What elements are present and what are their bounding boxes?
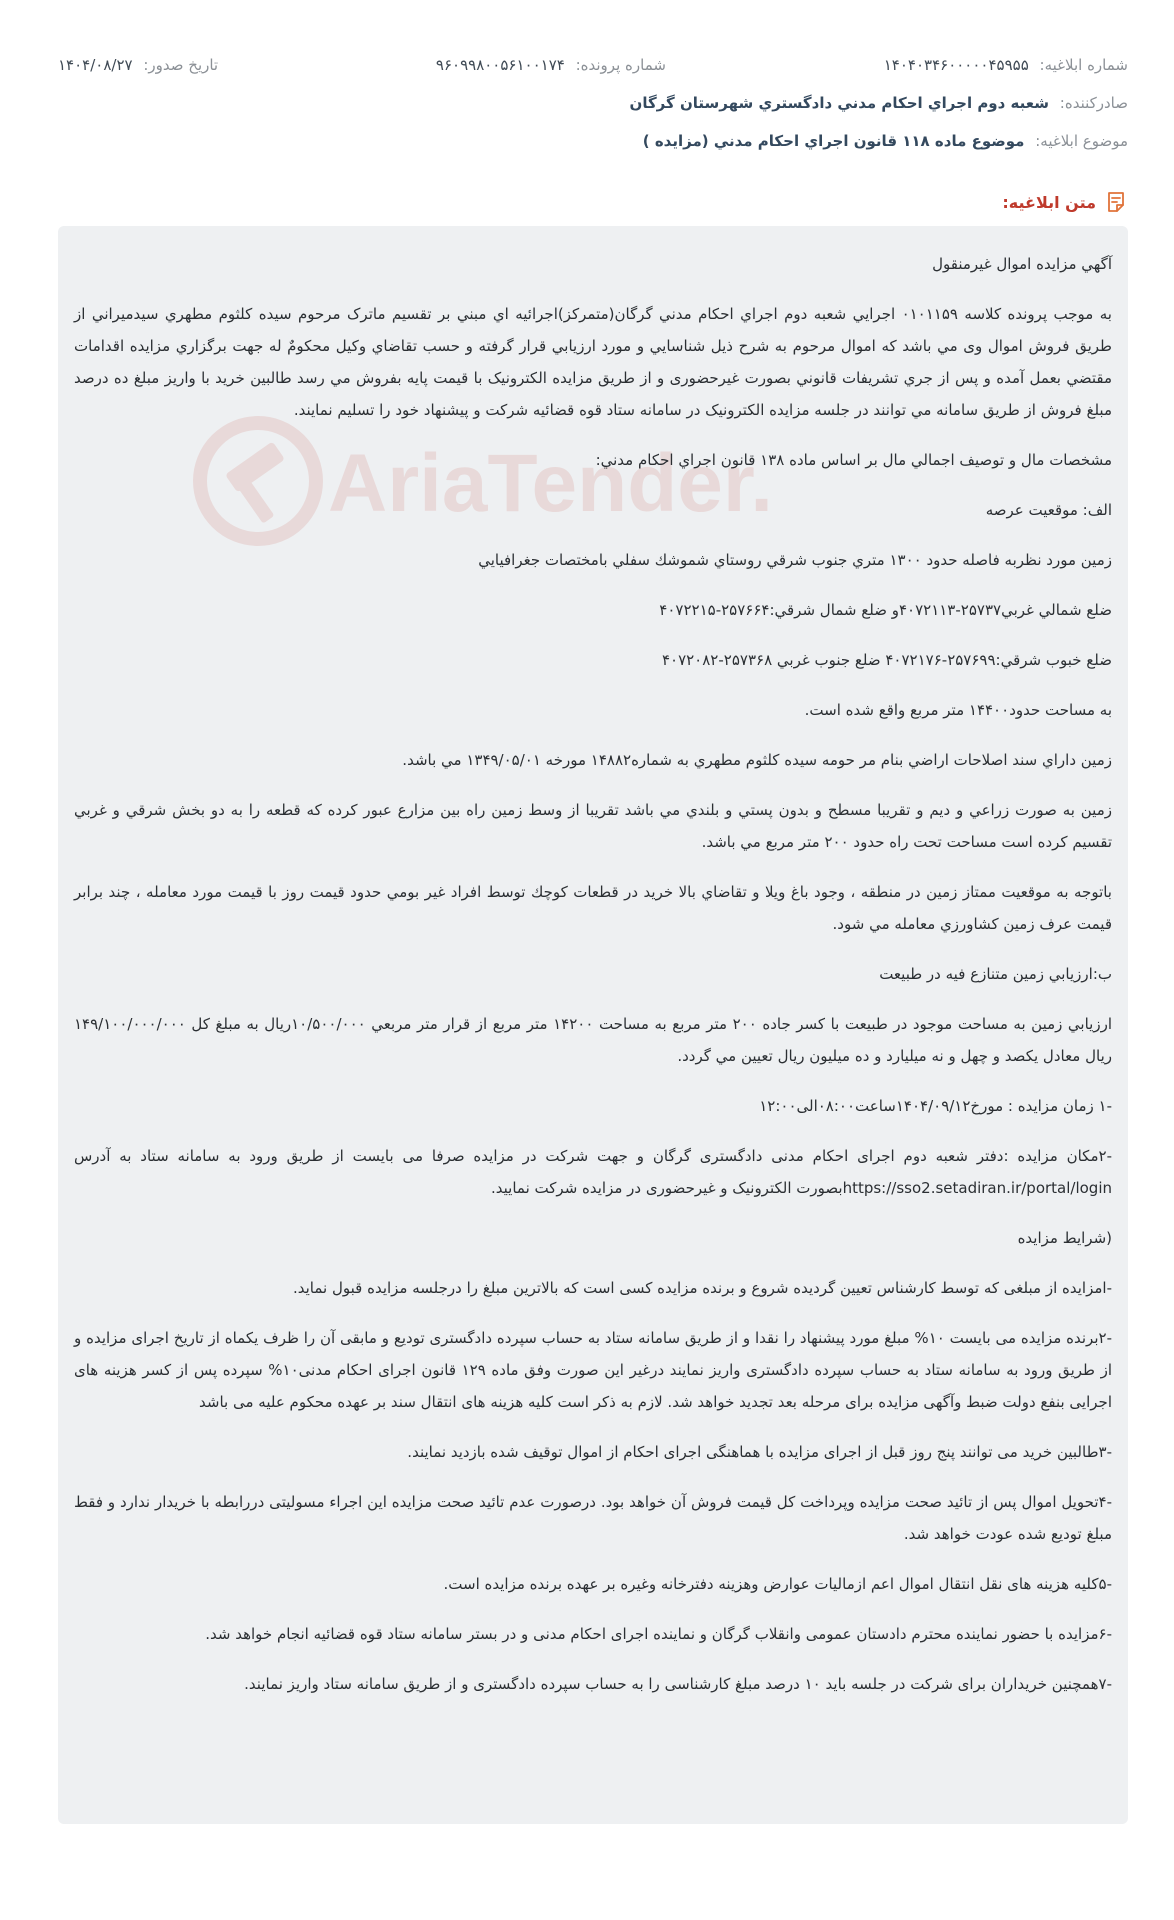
notice-meta-row (58, 56, 1128, 74)
notice-paragraph-21: -۵کلیه هزینه های نقل انتقال اموال اعم ازمالیات عوارض وهزینه دفترخانه وغیره بر عهده برنده مزایده است. (443, 1575, 1112, 1593)
notice-paragraph-11: باتوجه به موقعيت ممتاز زمين در منطقه ، وجود باغ ويلا و تقاضاي بالا خريد در قطعات كوچك توسط افراد غير بومي حدود قيمت روز با قيمت مورد معامله ، چند برابر قيمت عرف زمين كشاورزي معامله مي شود. (74, 883, 1112, 933)
notice-number-value: ۱۴۰۴۰۳۴۶۰۰۰۰۰۴۵۹۵۵ (883, 56, 1029, 74)
issue-date-value: ۱۴۰۴/۰۸/۲۷ (58, 56, 133, 74)
case-number-value: ۹۶۰۹۹۸۰۰۵۶۱۰۰۱۷۴ (435, 56, 565, 74)
notice-paragraph-23: -۷همچنین خریداران برای شرکت در جلسه باید ۱۰ درصد مبلغ کارشناسی را به حساب سپرده دادگستری و از طریق سامانه ستاد واریز نمایند. (244, 1675, 1112, 1693)
notice-text-title: متن ابلاغيه: (1002, 192, 1096, 212)
notice-paragraph-13: ارزيابي زمين به مساحت موجود در طبيعت با كسر جاده ۲۰۰ متر مربع به مساحت ۱۴۲۰۰ متر مربع از قرار متر مربعي ۱۰/۵۰۰/۰۰۰ريال به مبلغ كل ۱۴۹/۱۰۰/۰۰۰/۰۰۰ ريال معادل يكصد و چهل و نه ميليارد و ده ميليون ريال تعيين مي گردد. (74, 1015, 1112, 1065)
notice-paragraph-16: (شرایط مزایده (1017, 1229, 1112, 1247)
notice-paragraph-18: -۲برنده مزایده می بایست ۱۰% مبلغ مورد پیشنهاد را نقدا و از طریق سامانه ستاد به حساب سپرده دادگستری تودیع و مابقی آن را ظرف یکماه از تاریخ اجرای مزایده و از طریق ورود به سامانه ستاد به حساب سپرده دادگستری واریز نمایند درغیر این صورت وفق ماده ۱۲۹ قانون اجرای احکام مدنی۱۰% سپرده پس از کسر هزینه های اجرایی بنفع دولت ضبط وآگهی مزایده برای مرحله بعد تجدید خواهد شد. لازم به ذکر است کلیه هزینه های انتقال سند بر عهده محکوم علیه می باشد (74, 1329, 1112, 1411)
notice-paragraph-12: ب:ارزيابي زمين متنازع فيه در طبيعت (879, 965, 1112, 983)
notice-body (58, 226, 1128, 1824)
subject-value: موضوع ماده ۱۱۸ قانون اجراي احكام مدني (مزايده ) (642, 132, 1025, 150)
notice-paragraph-10: زمين به صورت زراعي و ديم و تقريبا مسطح و بدون پستي و بلندي مي باشد تقريبا از وسط زمين راه بين مزارع عبور كرده كه قطعه را به دو بخش شرقي و غربي تقسيم كرده است مساحت تحت راه حدود ۲۰۰ متر مربع مي باشد. (74, 801, 1112, 851)
notice-paragraph-4: الف: موقعيت عرصه (985, 501, 1112, 519)
issue-date (58, 56, 218, 74)
notice-paragraph-6: ضلع شمالي غربي۲۵۷۳۷-۴۰۷۲۱۱۳و ضلع شمال شرقي:۲۵۷۶۶۴-۴۰۷۲۲۱۵ (659, 601, 1112, 619)
notice-paragraph-17: -امزایده از مبلغی که توسط کارشناس تعیین گردیده شروع و برنده مزایده کسی است که بالاترین مبلغ را درجلسه مزایده قبول نماید. (292, 1279, 1112, 1297)
notice-paragraph-5: زمين مورد نظربه فاصله حدود ۱۳۰۰ متري جنوب شرقي روستاي شموشك سفلي بامختصات جغرافيايي (478, 551, 1112, 569)
notice-paragraph-19: -۳طالبین خرید می توانند پنج روز قبل از اجرای مزایده با هماهنگی اجرای احکام از اموال توقیف شده بازدید نمایند. (407, 1443, 1112, 1461)
notice-paragraph-22: -۶مزایده با حضور نماینده محترم دادستان عمومی وانقلاب گرگان و نماینده اجرای احکام مدنی و در بستر سامانه ستاد قوه قضائیه انجام خواهد شد. (205, 1625, 1112, 1643)
notice-number-label: شماره ابلاغيه: (1039, 56, 1128, 74)
subject-line (58, 132, 1128, 150)
case-number (436, 56, 666, 74)
notice-paragraph-20: -۴تحویل اموال پس از تائید صحت مزایده وپرداخت کل قیمت فروش آن خواهد بود. درصورت عدم تائید صحت مزایده این اجراء مسولیتی دررابطه با خریدار ندارد و فقط مبلغ تودیع شده عودت خواهد شد. (74, 1493, 1112, 1543)
notice-paragraph-8: به مساحت حدود۱۴۴۰۰ متر مربع واقع شده است. (804, 701, 1112, 719)
notice-paragraph-1: آگهي مزايده اموال غيرمنقول (932, 255, 1112, 273)
issuer-value: شعبه دوم اجراي احكام مدني دادگستري شهرستان گرگان (629, 94, 1049, 112)
issuer-line (58, 94, 1128, 112)
notice-text-icon (1104, 190, 1128, 214)
notice-paragraph-2: به موجب پرونده کلاسه ۰۱۰۱۱۵۹ اجرايي شعبه دوم اجراي احكام مدني گرگان(متمركز)اجرائيه اي مبني بر تقسيم ماترک مرحوم سيده كلثوم مطهري سيدميراني از طريق فروش اموال وی مي باشد كه اموال مرحوم به شرح ذيل شناسايي و مورد ارزيابي قرار گرفته و حسب تقاضاي وكيل محكومٌ له جهت برگزاري مزايده اقدامات مقتضي بعمل آمده و پس از جري تشريفات قانوني بصورت غيرحضوری و از طريق مزايده الکترونيک با قيمت پايه بفروش مي رسد طالبين خريد با واريز مبلغ ده درصد مبلغ فروش از طريق سامانه مي توانند در جلسه مزايده الكترونيک در سامانه ستاد قوه قضائيه شركت و پيشنهاد خود را تسليم نمايند. (74, 305, 1112, 419)
issuer-label: صادرکننده: (1059, 94, 1128, 112)
watermark-text: AriaTender (328, 438, 751, 529)
case-number-label: شماره پرونده: (575, 56, 666, 74)
notice-paragraph-7: ضلع خبوب شرقي:۲۵۷۶۹۹-۴۰۷۲۱۷۶ ضلع جنوب غربي ۲۵۷۳۶۸-۴۰۷۲۰۸۲ (661, 651, 1112, 669)
notice-page (58, 0, 1128, 1920)
watermark-logo (188, 406, 768, 556)
notice-number (884, 56, 1128, 74)
notice-paragraph-14: -۱ زمان مزايده : مورخ۱۴۰۴/۰۹/۱۲ساعت۰۸:۰۰الی۱۲:۰۰ (759, 1097, 1112, 1115)
notice-paragraph-3: مشخصات مال و توصيف اجمالي مال بر اساس ماده ۱۳۸ قانون اجراي احكام مدني: (595, 451, 1112, 469)
issue-date-label: تاريخ صدور: (143, 56, 219, 74)
subject-label: موضوع ابلاغيه: (1035, 132, 1128, 150)
notice-paragraph-15: -۲مکان مزایده :دفتر شعبه دوم اجرای احکام مدنی دادگستری گرگان و جهت شرکت در مزایده صرفا می بایست از طریق ورود به سامانه ستاد به آدرس https://sso2.setadiran.ir/portal/loginبصورت الکترونیک و غیرحضوری در مزایده شرکت نمایید. (74, 1147, 1112, 1197)
notice-text-heading (58, 190, 1128, 214)
notice-paragraph-9: زمين داراي سند اصلاحات اراضي بنام مر حومه سيده كلثوم مطهري به شماره۱۴۸۸۲ مورخه ۱۳۴۹/۰۵/۰۱ مي باشد. (402, 751, 1112, 769)
